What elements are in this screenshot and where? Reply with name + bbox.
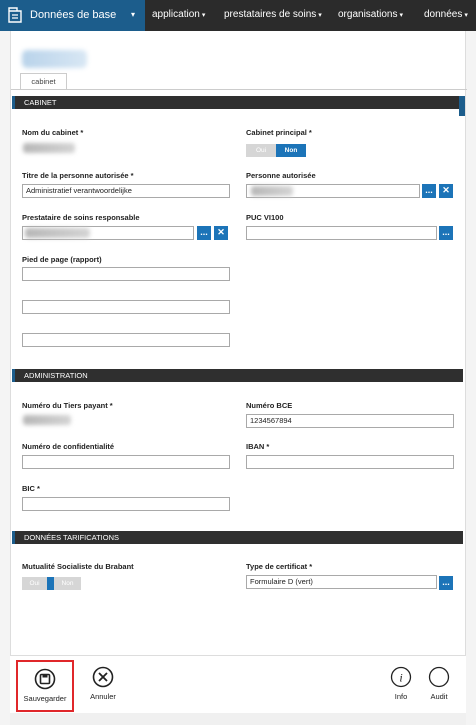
chevron-down-icon: ▾ bbox=[201, 12, 206, 19]
audit-icon bbox=[428, 666, 450, 688]
nav-item-organisations[interactable]: organisations ▾ bbox=[338, 9, 403, 20]
pied-de-page-line-1[interactable] bbox=[22, 267, 230, 281]
save-icon bbox=[34, 668, 56, 690]
iban-input[interactable] bbox=[246, 455, 454, 469]
toggle-option-non[interactable]: Non bbox=[54, 577, 81, 590]
chevron-down-icon: ▾ bbox=[399, 12, 403, 19]
tab-divider bbox=[11, 89, 467, 90]
nom-cabinet-label: Nom du cabinet * bbox=[22, 128, 84, 137]
close-icon: ✕ bbox=[442, 185, 450, 195]
bottom-action-bar bbox=[10, 655, 466, 713]
main-content bbox=[10, 31, 466, 655]
pied-de-page-label: Pied de page (rapport) bbox=[22, 255, 102, 264]
bic-label: BIC * bbox=[22, 484, 40, 493]
personne-autorisee-value-blurred bbox=[251, 186, 293, 196]
side-panel-tab[interactable] bbox=[459, 96, 465, 116]
personne-autorisee-clear-button[interactable] bbox=[439, 184, 453, 198]
cabinet-principal-label: Cabinet principal * bbox=[246, 128, 312, 137]
type-certificat-browse-button[interactable]: ... bbox=[439, 576, 453, 590]
mutualite-label: Mutualité Socialiste du Brabant bbox=[22, 562, 134, 571]
page-title-blurred bbox=[22, 50, 87, 68]
section-header-tarifications: DONNÉES TARIFICATIONS bbox=[12, 531, 463, 544]
prestataire-clear-button[interactable] bbox=[214, 226, 228, 240]
confidentialite-label: Numéro de confidentialité bbox=[22, 442, 115, 451]
prestataire-responsable-value-blurred bbox=[25, 228, 90, 238]
nav-home[interactable] bbox=[0, 0, 145, 31]
chevron-down-icon: ▾ bbox=[464, 12, 468, 19]
pied-de-page-line-2[interactable] bbox=[22, 300, 230, 314]
chevron-down-icon: ▾ bbox=[318, 12, 322, 19]
iban-label: IBAN * bbox=[246, 442, 270, 451]
mutualite-toggle[interactable] bbox=[22, 577, 81, 590]
top-navigation-bar bbox=[0, 0, 476, 31]
nav-item-application[interactable]: application ▾ bbox=[152, 9, 206, 20]
cancel-button[interactable] bbox=[78, 660, 128, 712]
titre-personne-input[interactable]: Administratief verantwoordelijke bbox=[22, 184, 230, 198]
personne-autorisee-browse-button[interactable]: ... bbox=[422, 184, 436, 198]
tiers-payant-label: Numéro du Tiers payant * bbox=[22, 401, 113, 410]
bic-input[interactable] bbox=[22, 497, 230, 511]
type-certificat-label: Type de certificat * bbox=[246, 562, 313, 571]
nom-cabinet-value-blurred[interactable] bbox=[23, 143, 75, 153]
toggle-option-non[interactable]: Non bbox=[276, 144, 306, 157]
toggle-option-oui[interactable]: Oui bbox=[246, 144, 276, 157]
tiers-payant-value-blurred[interactable] bbox=[23, 415, 71, 425]
app-logo-icon bbox=[6, 6, 24, 24]
personne-autorisee-label: Personne autorisée bbox=[246, 171, 316, 180]
audit-button[interactable] bbox=[414, 660, 464, 712]
nav-item-donnees[interactable]: données ▾ bbox=[424, 9, 468, 20]
section-header-cabinet: CABINET bbox=[12, 96, 463, 109]
cabinet-principal-toggle[interactable] bbox=[246, 144, 306, 157]
cancel-button-label: Annuler bbox=[90, 692, 116, 701]
svg-text:i: i bbox=[399, 670, 403, 685]
info-icon bbox=[390, 666, 412, 688]
titre-personne-label: Titre de la personne autorisée * bbox=[22, 171, 134, 180]
close-icon: ✕ bbox=[217, 227, 225, 237]
confidentialite-input[interactable] bbox=[22, 455, 230, 469]
puc-vi100-label: PUC VI100 bbox=[246, 213, 284, 222]
audit-button-label: Audit bbox=[430, 692, 448, 701]
nav-item-prestataires[interactable]: prestataires de soins ▾ bbox=[224, 9, 322, 20]
nav-home-label: Données de base bbox=[30, 9, 117, 21]
type-certificat-input[interactable]: Formulaire D (vert) bbox=[246, 575, 437, 589]
puc-browse-button[interactable]: ... bbox=[439, 226, 453, 240]
save-button-label: Sauvegarder bbox=[23, 694, 67, 703]
puc-vi100-input[interactable] bbox=[246, 226, 437, 240]
info-button-label: Info bbox=[394, 692, 408, 701]
background-toolbar-ghost bbox=[10, 713, 466, 725]
prestataire-browse-button[interactable]: ... bbox=[197, 226, 211, 240]
section-header-administration: ADMINISTRATION bbox=[12, 369, 463, 382]
cancel-icon bbox=[92, 666, 114, 688]
toggle-knob bbox=[47, 577, 54, 590]
save-button[interactable] bbox=[16, 660, 74, 712]
numero-bce-input[interactable]: 1234567894 bbox=[246, 414, 454, 428]
numero-bce-label: Numéro BCE bbox=[246, 401, 293, 410]
prestataire-responsable-label: Prestataire de soins responsable bbox=[22, 213, 140, 222]
pied-de-page-line-3[interactable] bbox=[22, 333, 230, 347]
chevron-down-icon: ▾ bbox=[131, 10, 136, 19]
tab-cabinet[interactable]: cabinet bbox=[20, 73, 67, 90]
toggle-option-oui[interactable]: Oui bbox=[22, 577, 47, 590]
